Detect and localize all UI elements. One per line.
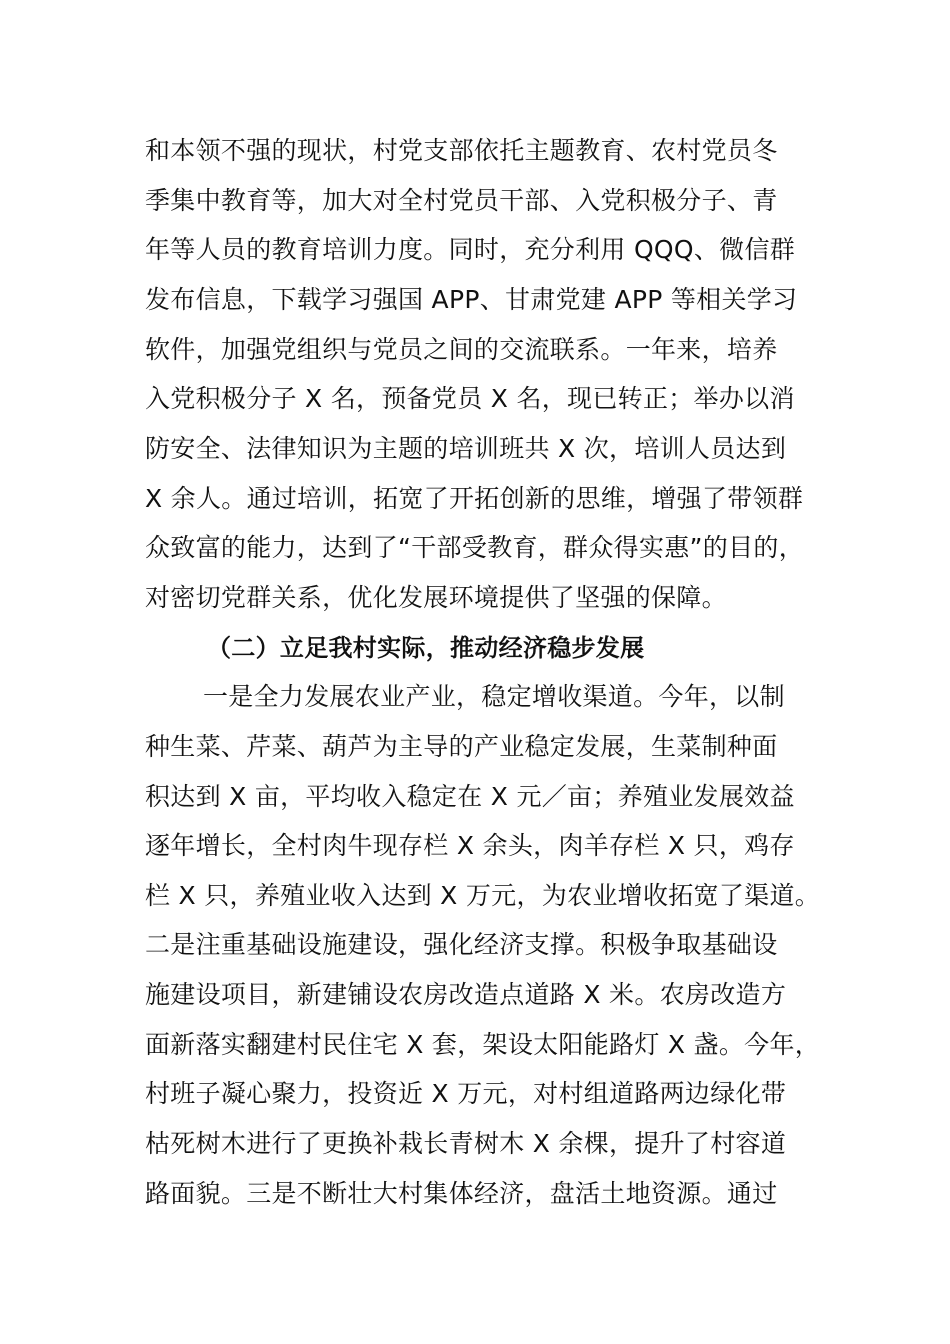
text-line: 入党积极分子 X 名，预备党员 X 名，现已转正；举办以消 <box>145 384 795 413</box>
text-line: 积达到 X 亩，平均收入稳定在 X 元／亩；养殖业发展效益 <box>145 782 795 811</box>
text-line: 防安全、法律知识为主题的培训班共 X 次，培训人员达到 <box>145 434 787 463</box>
text-line: 发布信息，下载学习强国 APP、甘肃党建 APP 等相关学习 <box>145 285 798 314</box>
text-line: 软件，加强党组织与党员之间的交流联系。一年来，培养 <box>145 335 778 364</box>
text-line: 众致富的能力，达到了“干部受教育，群众得实惠”的目的， <box>145 533 805 562</box>
text-line: 路面貌。三是不断壮大村集体经济，盘活土地资源。通过 <box>145 1179 778 1208</box>
text-line: 种生菜、芹菜、葫芦为主导的产业稳定发展，生菜制种面 <box>145 732 778 761</box>
text-line: X 余人。通过培训，拓宽了开拓创新的思维，增强了带领群 <box>145 484 804 513</box>
text-line: 和本领不强的现状，村党支部依托主题教育、农村党员冬 <box>145 136 778 165</box>
text-line: 季集中教育等，加大对全村党员干部、入党积极分子、青 <box>145 186 778 215</box>
text-line: 逐年增长，全村肉牛现存栏 X 余头，肉羊存栏 X 只，鸡存 <box>145 831 795 860</box>
text-line: 一是全力发展农业产业，稳定增收渠道。今年，以制 <box>203 682 785 711</box>
text-line: 村班子凝心聚力，投资近 X 万元，对村组道路两边绿化带 <box>145 1079 787 1108</box>
text-line: 年等人员的教育培训力度。同时，充分利用 QQQ、微信群 <box>145 235 796 264</box>
section-heading: （二）立足我村实际，推动经济稳步发展 <box>207 634 645 662</box>
text-line: 栏 X 只，养殖业收入达到 X 万元，为农业增收拓宽了渠道。 <box>145 881 821 910</box>
text-line: 对密切党群关系，优化发展环境提供了坚强的保障。 <box>145 583 727 612</box>
text-line: 面新落实翻建村民住宅 X 套，架设太阳能路灯 X 盏。今年， <box>145 1030 821 1059</box>
text-line: 二是注重基础设施建设，强化经济支撑。积极争取基础设 <box>145 930 778 959</box>
text-line: 枯死树木进行了更换补栽长青树木 X 余棵，提升了村容道 <box>145 1129 787 1158</box>
text-line: 施建设项目，新建铺设农房改造点道路 X 米。农房改造方 <box>145 980 787 1009</box>
